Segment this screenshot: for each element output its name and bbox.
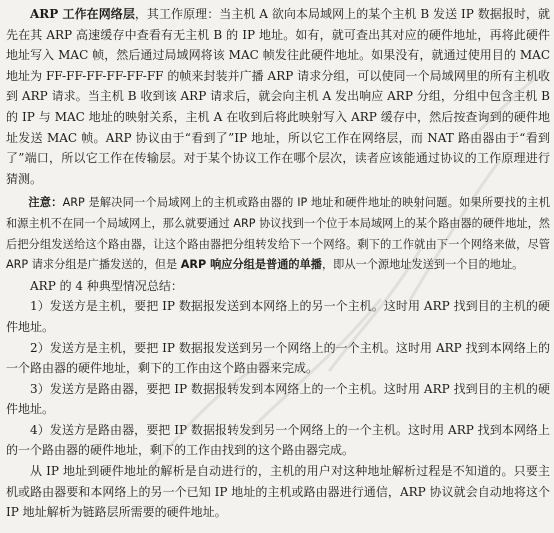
document-page <box>6 4 550 523</box>
summary-item-3: 3）发送方是路由器，要把 IP 数据报转发到本网络上的一个主机。这时用 ARP 找到目的主机的硬件地址。 <box>6 381 550 417</box>
arp-principle-text: ，其工作原理：当主机 A 欲向本局域网上的某个主机 B 发送 IP 数据报时，就先在其 ARP 高速缓存中查看有无主机 B 的 IP 地址。如有，就可查出其对应的硬件地址，再将此硬件地址写入 MAC 帧，然后通过局域网将该 MAC 帧发往此硬件地址。如果没有，就通过使用目的 MAC 地址为 FF-FF-FF-FF-FF-FF 的帧来封装并广播 ARP 请求分组，可以使同一个局域网里的所有主机收到 ARP 请求。当主机 B 收到该 ARP 请求后，就会向主机 A 发出响应 ARP 分组，分组中包含主机 B 的 IP 与 MAC 地址的映射关系，主机 A 在收到后将此映射写入 ARP 缓存中，然后按查询到的硬件地址发送 MAC 帧。ARP 协议由于“看到了”IP 地址，所以它工作在网络层，而 NAT 路由器由于“看到了”端口，所以它工作在传输层。对于某个协议工作在哪个层次，读者应该能通过协议的工作原理进行猜测。 <box>6 7 550 186</box>
paragraph-arp-principle <box>6 4 550 189</box>
arp-layer-heading: ARP 工作在网络层 <box>30 7 135 21</box>
note-text-2: ，即从一个源地址发送到一个目的地址。 <box>321 258 524 272</box>
note-bold-text: ARP 响应分组是普通的单播 <box>180 258 322 272</box>
note-paragraph <box>6 193 550 275</box>
summary-item-4: 4）发送方是路由器，要把 IP 数据报转发到另一个网络上的一个主机。这时用 ARP 找到本网络上的一个路由器的硬件地址，剩下的工作由找到的这个路由器完成。 <box>6 422 550 458</box>
note-text-1: ARP 是解决同一个局域网上的主机或路由器的 IP 地址和硬件地址的映射问题。如果所要找的主机和源主机不在同一个局域网上，那么就要通过 ARP 协议找到一个位于本局域网上的某个路由器的硬件地址，然后把分组发送给这个路由器，让这个路由器把分组转发给下一个网络。剩下的工作就由下一个网络来做，尽管 ARP 请求分组是广播发送的，但是 <box>6 196 550 272</box>
summary-item-1: 1）发送方是主机，要把 IP 数据报发送到本网络上的另一个主机。这时用 ARP 找到目的主机的硬件地址。 <box>6 299 550 334</box>
note-label: 注意： <box>28 196 63 210</box>
summary-item-2: 2）发送方是主机，要把 IP 数据报发送到另一个网络上的一个主机。这时用 ARP 找到本网络上的一个路由器的硬件地址，剩下的工作由这个路由器来完成。 <box>6 340 550 376</box>
summary-intro: ARP 的 4 种典型情况总结： <box>30 278 183 293</box>
summary-closing: 从 IP 地址到硬件地址的解析是自动进行的，主机的用户对这种地址解析过程是不知道的。只要主机或路由器要和本网络上的另一个已知 IP 地址的主机或路由器进行通信，ARP 协议就会自动地将这个 IP 地址解析为链路层所需要的硬件地址。 <box>6 464 550 520</box>
